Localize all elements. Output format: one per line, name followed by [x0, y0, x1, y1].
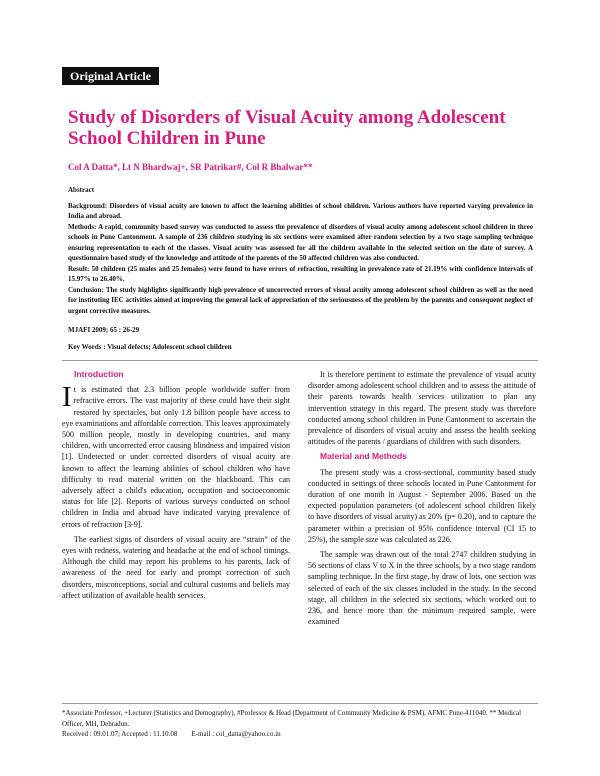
abstract-result: [68, 264, 533, 285]
received-dates: Received : 09.01.07; Accepted : 11.10.08: [62, 730, 178, 738]
intro-paragraph-1: [62, 381, 290, 530]
drop-cap: I: [62, 381, 72, 414]
divider: [62, 360, 538, 361]
keywords: Key Words : Visual defects; Adolescent school children: [68, 343, 232, 351]
abstract-conclusion: [68, 285, 533, 317]
left-column: [62, 369, 290, 605]
methods-text: A rapid, community based survey was conducted to assess the prevalence of disorders of visual acuity among adolescent school children in three schools in Pune Cantonment. A sample of 236 children studying in six sections were examined after random selection by a two stage sampling technique ensuring representation to each of the classes. Visual acuity was assessed for all the children available in the selected section on the date of survey. A questionnaire based study of the knowledge and attitude of the parents of the 50 affected children was also conducted.: [68, 222, 533, 262]
article-title: Study of Disorders of Visual Acuity among Adolescent School Children in Pune: [68, 107, 506, 149]
right-column: [308, 369, 536, 631]
author-affiliations: *Associate Professor, +Lecturer (Statistics and Demography), #Professor & Head (Department of Community Medicine & PSM), AFMC Pune-411040. ** Medical Officer, MH, Dehradun.: [62, 709, 522, 728]
author-list: Col A Datta*, Lt N Bhardwaj+, SR Patrikar#, Col R Bhalwar**: [68, 162, 313, 172]
email-address: E-mail : col_datta@yahoo.co.in: [191, 730, 281, 738]
footnote: [62, 708, 538, 740]
right-paragraph-3: The sample was drawn out of the total 2747 children studying in 56 sections of class V to X in the three schools, by a two stage random sampling technique. In the first stage, by draw of lots, one section was selected of each of the six classes included in the study. In the second stage, all children in the selected six sections, which worked out to 236, and hence more than the minimum required sample, were examined: [308, 550, 536, 627]
methods-label: Methods:: [68, 222, 97, 231]
right-paragraph-2: The present study was a cross-sectional, community based study conducted in settings of three schools located in Pune Cantonment for duration of one month in August - September 2006. Based on the expected population parameters (of adolescent school children likely to have disorders of visual acuity) as 20% (p= 0.20), and to capture the parameter within a precision of 95% confidence interval (CI 15 to 25%), the sample size was calculated as 226.: [308, 467, 536, 544]
right-paragraph-1: It is therefore pertinent to estimate the prevalence of visual acuity disorder among adolescent school children and to assess the attitude of their parents towards health services utilization to plan any intervention strategy in this regard. The present study was therefore conducted among school children in Pune Cantonment to ascertain the prevalence of disorders of visual acuity and assess the health seeking attitudes of the parents / guardians of children with such disorders.: [308, 370, 536, 447]
background-text: Disorders of visual acuity are known to affect the learning abilities of school children. Various authors have reported varying prevalence in India and abroad.: [68, 201, 534, 220]
introduction-heading: Introduction: [74, 369, 124, 379]
article-type-badge: Original Article: [62, 67, 159, 85]
journal-citation: MJAFI 2009; 65 : 26-29: [68, 326, 140, 334]
dates-and-email: [62, 729, 538, 740]
background-label: Background:: [68, 201, 108, 210]
conclusion-label: Conclusion:: [68, 285, 104, 294]
abstract-methods: [68, 222, 533, 264]
conclusion-text: The study highlights significantly high prevalence of uncorrected errors of visual acuity among adolescent school children as well as the need for instituting IEC activities aimed at improving the general lack of appreciation of the seriousness of the problem by the parents and consequent neglect of urgent corrective measures.: [68, 285, 533, 315]
methods-heading: Material and Methods: [320, 451, 407, 462]
result-text: 50 children (25 males and 25 females) were found to have errors of refraction, resulting in prevalence rate of 21.19% with confidence intervals of 15.97% to 26.40%.: [68, 264, 533, 283]
abstract-background: [68, 201, 533, 222]
footnote-divider: [62, 703, 538, 704]
abstract-heading: Abstract: [68, 186, 95, 194]
intro-paragraph-1-text: t is estimated that 2.3 billion people worldwide suffer from refractive errors. The vast majority of these could have their sight restored by spectacles, but only 1.8 billion people have access to eye examinations and affordable correction. This leaves approximately 500 million people, mostly in developing countries, and many children, with uncorrected error causing blindness and impaired vision [1]. Undetected or under corrected disorders of visual acuity are known to affect the learning abilities of school children who have difficulty to read material written on the blackboard. This can adversely affect a child's education, occupation and socioeconomic status for life [2]. Reports of various surveys conducted on school children in India and abroad have indicated varying prevalence of errors of refraction [3-9].: [62, 385, 290, 529]
intro-paragraph-2: The earliest signs of disorders of visual acuity are “strain” of the eyes with redness, watering and headache at the end of school timings. Although the child may report his problems to his parents, lack of awareness of the need for early and prompt correction of such disorders, misconceptions, social and cultural customs and beliefs may affect utilization of available health services.: [62, 534, 290, 600]
result-label: Result:: [68, 264, 90, 273]
abstract-block: [68, 185, 533, 316]
